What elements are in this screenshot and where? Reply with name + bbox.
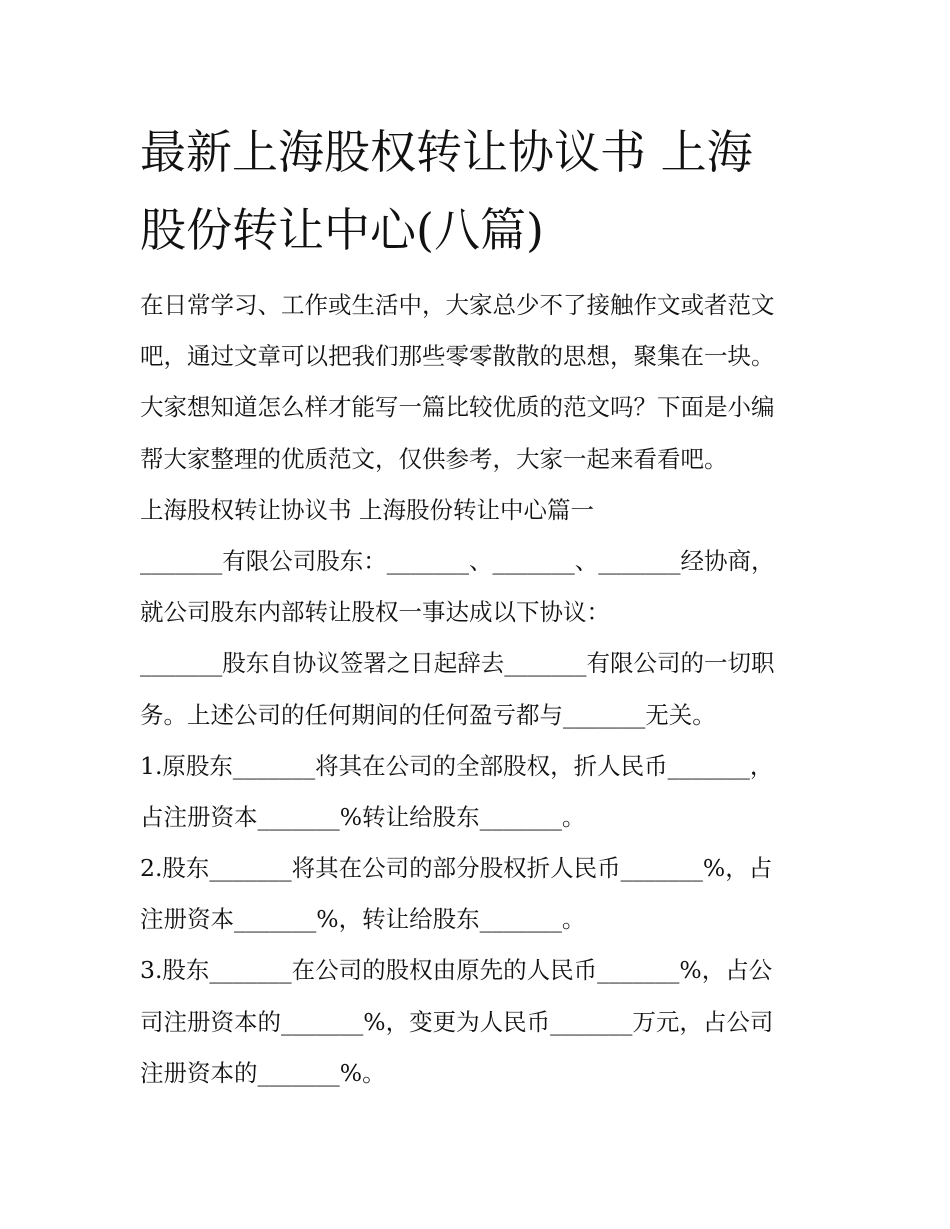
body-line-6: _______有限公司股东：_______、_______、_______经协商， [140, 546, 775, 575]
body-line-4: 帮大家整理的优质范文，仅供参考，大家一起来看看吧。 [140, 444, 728, 473]
body-line-7: 就公司股东内部转让股权一事达成以下协议： [140, 598, 610, 627]
clause-1-line-1: 1.原股东_______将其在公司的全部股权，折人民币_______， [140, 751, 774, 780]
clause-2-line-2: 注册资本_______%，转让给股东_______。 [140, 905, 586, 934]
clause-1-line-2: 占注册资本_______%转让给股东_______。 [140, 802, 586, 831]
body-line-8: _______股东自协议签署之日起辞去_______有限公司的一切职 [140, 649, 775, 678]
clause-3-line-2: 司注册资本的_______%，变更为人民币_______万元，占公司 [140, 1007, 774, 1036]
title-line-2: 股份转让中心(八篇) [140, 203, 544, 257]
section-heading-1: 上海股权转让协议书 上海股份转让中心篇一 [140, 495, 594, 524]
document-title [140, 113, 830, 269]
clause-2-line-1: 2.股东_______将其在公司的部分股权折人民币_______%，占 [140, 854, 773, 883]
clause-3-line-3: 注册资本的_______%。 [140, 1058, 386, 1087]
title-line-1: 最新上海股权转让协议书 上海 [140, 125, 753, 179]
body-line-3: 大家想知道怎么样才能写一篇比较优质的范文吗？下面是小编 [140, 393, 775, 422]
body-line-2: 吧，通过文章可以把我们那些零零散散的思想，聚集在一块。 [140, 342, 775, 371]
document-body [140, 280, 840, 1099]
clause-3-line-1: 3.股东_______在公司的股权由原先的人民币_______%，占公 [140, 956, 773, 985]
body-line-9: 务。上述公司的任何期间的任何盈亏都与_______无关。 [140, 700, 716, 729]
body-line-1: 在日常学习、工作或生活中，大家总少不了接触作文或者范文 [140, 291, 775, 319]
